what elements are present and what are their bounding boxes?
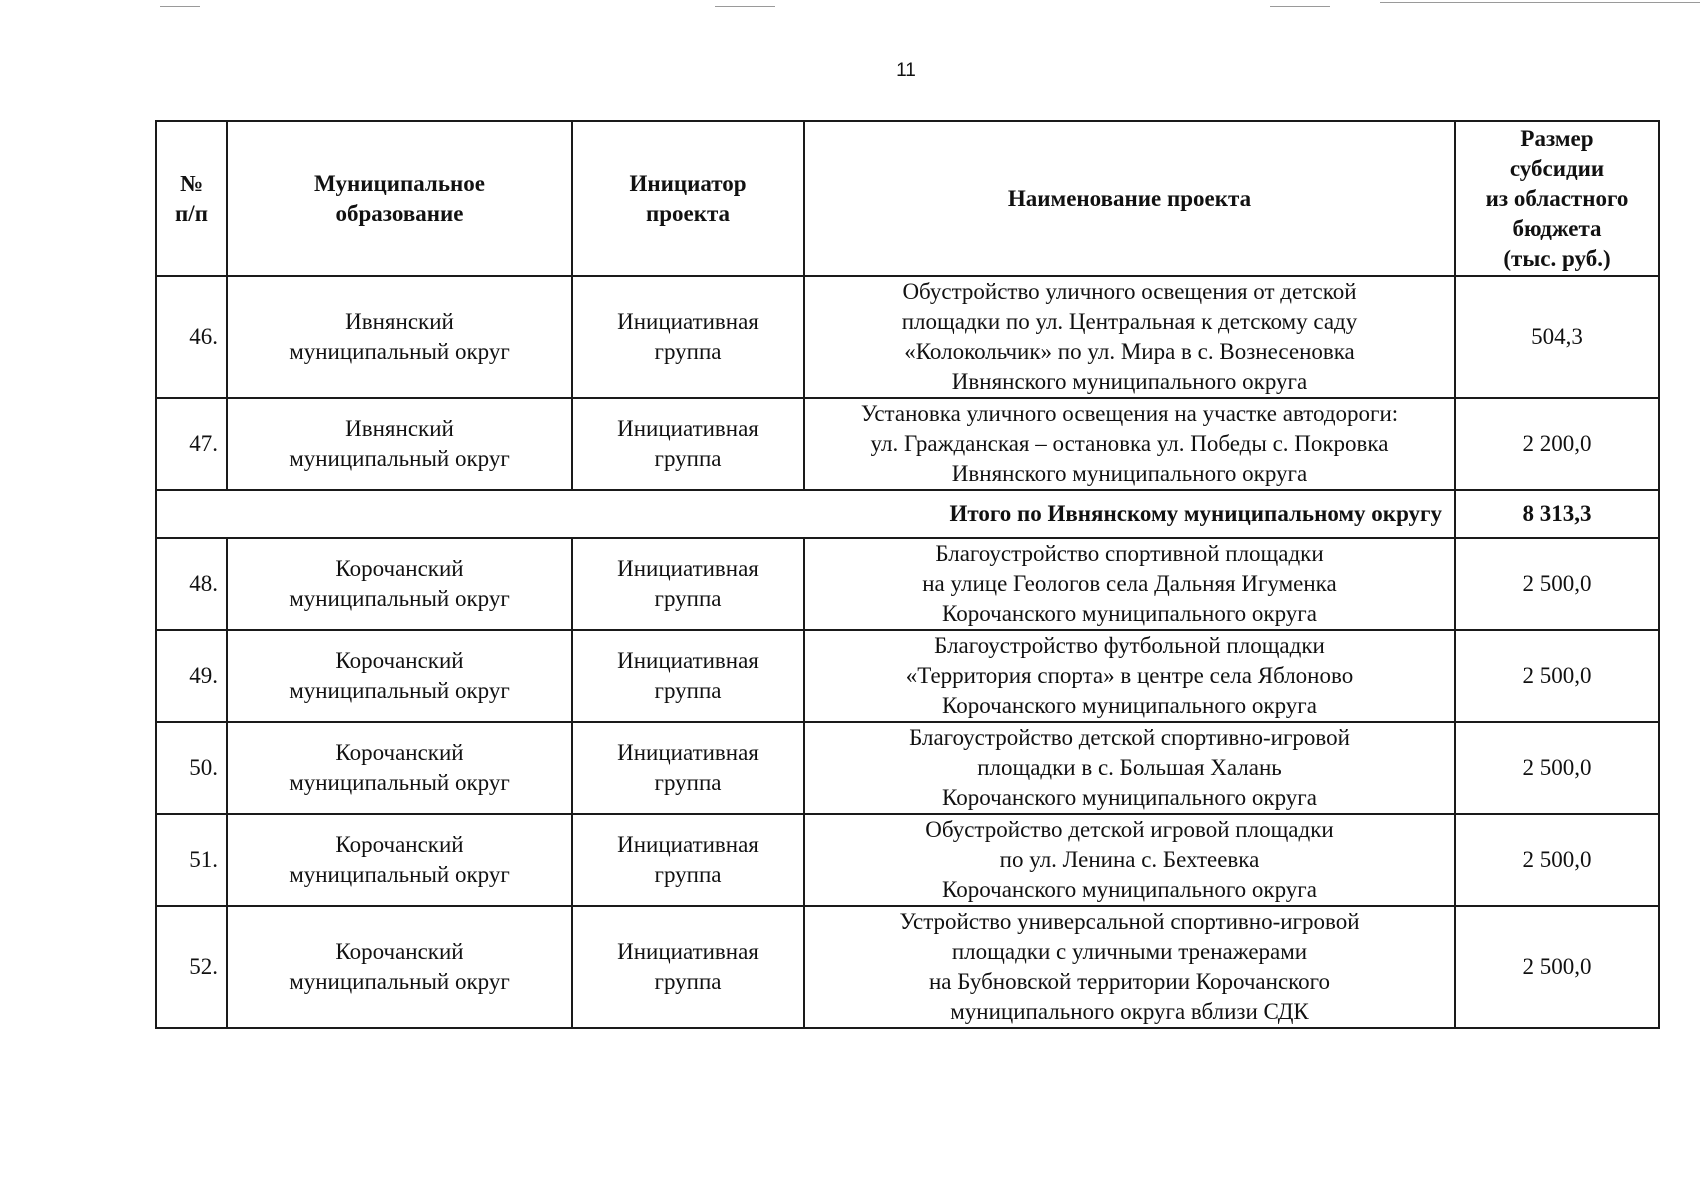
- row-municipality: Корочанский муниципальный округ: [227, 722, 572, 814]
- subsidy-table: [155, 120, 1660, 1029]
- header-municipality: Муниципальное образование: [227, 121, 572, 276]
- row-project: Устройство универсальной спортивно-игровой площадки с уличными тренажерами на Бубновской территории Корочанского муниципального округа вблизи СДК: [804, 906, 1455, 1028]
- row-number: 51.: [156, 814, 227, 906]
- row-project: Установка уличного освещения на участке автодороги: ул. Гражданская – остановка ул. Победы с. Покровка Ивнянского муниципального округа: [804, 398, 1455, 490]
- subtotal-label: Итого по Ивнянскому муниципальному округу: [156, 490, 1455, 538]
- row-number: 52.: [156, 906, 227, 1028]
- row-initiator: Инициативная группа: [572, 276, 804, 398]
- row-subsidy: 2 500,0: [1455, 906, 1659, 1028]
- table-row: [156, 398, 1659, 490]
- row-initiator: Инициативная группа: [572, 630, 804, 722]
- row-municipality: Ивнянский муниципальный округ: [227, 276, 572, 398]
- scan-artifact: [715, 6, 775, 7]
- row-subsidy: 2 200,0: [1455, 398, 1659, 490]
- row-subsidy: 2 500,0: [1455, 722, 1659, 814]
- header-subsidy: Размер субсидии из областного бюджета (тыс. руб.): [1455, 121, 1659, 276]
- row-initiator: Инициативная группа: [572, 814, 804, 906]
- row-municipality: Корочанский муниципальный округ: [227, 538, 572, 630]
- row-subsidy: 504,3: [1455, 276, 1659, 398]
- row-subsidy: 2 500,0: [1455, 630, 1659, 722]
- row-initiator: Инициативная группа: [572, 906, 804, 1028]
- row-municipality: Ивнянский муниципальный округ: [227, 398, 572, 490]
- row-project: Обустройство уличного освещения от детской площадки по ул. Центральная к детскому саду «Колокольчик» по ул. Мира в с. Вознесеновка Ивнянского муниципального округа: [804, 276, 1455, 398]
- row-project: Благоустройство спортивной площадки на улице Геологов села Дальняя Игуменка Корочанского муниципального округа: [804, 538, 1455, 630]
- row-subsidy: 2 500,0: [1455, 814, 1659, 906]
- table-row: [156, 538, 1659, 630]
- table-row: [156, 722, 1659, 814]
- scan-artifact: [160, 6, 200, 7]
- row-municipality: Корочанский муниципальный округ: [227, 906, 572, 1028]
- subtotal-row: [156, 490, 1659, 538]
- row-number: 46.: [156, 276, 227, 398]
- table-row: [156, 276, 1659, 398]
- header-num: № п/п: [156, 121, 227, 276]
- row-municipality: Корочанский муниципальный округ: [227, 630, 572, 722]
- row-project: Благоустройство детской спортивно-игровой площадки в с. Большая Халань Корочанского муниципального округа: [804, 722, 1455, 814]
- row-initiator: Инициативная группа: [572, 398, 804, 490]
- row-project: Благоустройство футбольной площадки «Территория спорта» в центре села Яблоново Корочанского муниципального округа: [804, 630, 1455, 722]
- scan-artifact: [1380, 2, 1700, 3]
- scan-artifact: [1270, 6, 1330, 7]
- table-row: [156, 814, 1659, 906]
- row-initiator: Инициативная группа: [572, 722, 804, 814]
- row-number: 48.: [156, 538, 227, 630]
- row-municipality: Корочанский муниципальный округ: [227, 814, 572, 906]
- subtotal-value: 8 313,3: [1455, 490, 1659, 538]
- table-row: [156, 906, 1659, 1028]
- row-initiator: Инициативная группа: [572, 538, 804, 630]
- row-subsidy: 2 500,0: [1455, 538, 1659, 630]
- table-row: [156, 630, 1659, 722]
- header-project: Наименование проекта: [804, 121, 1455, 276]
- table-header-row: [156, 121, 1659, 276]
- page-number: 11: [896, 60, 916, 81]
- row-project: Обустройство детской игровой площадки по ул. Ленина с. Бехтеевка Корочанского муниципального округа: [804, 814, 1455, 906]
- header-initiator: Инициатор проекта: [572, 121, 804, 276]
- row-number: 49.: [156, 630, 227, 722]
- row-number: 47.: [156, 398, 227, 490]
- row-number: 50.: [156, 722, 227, 814]
